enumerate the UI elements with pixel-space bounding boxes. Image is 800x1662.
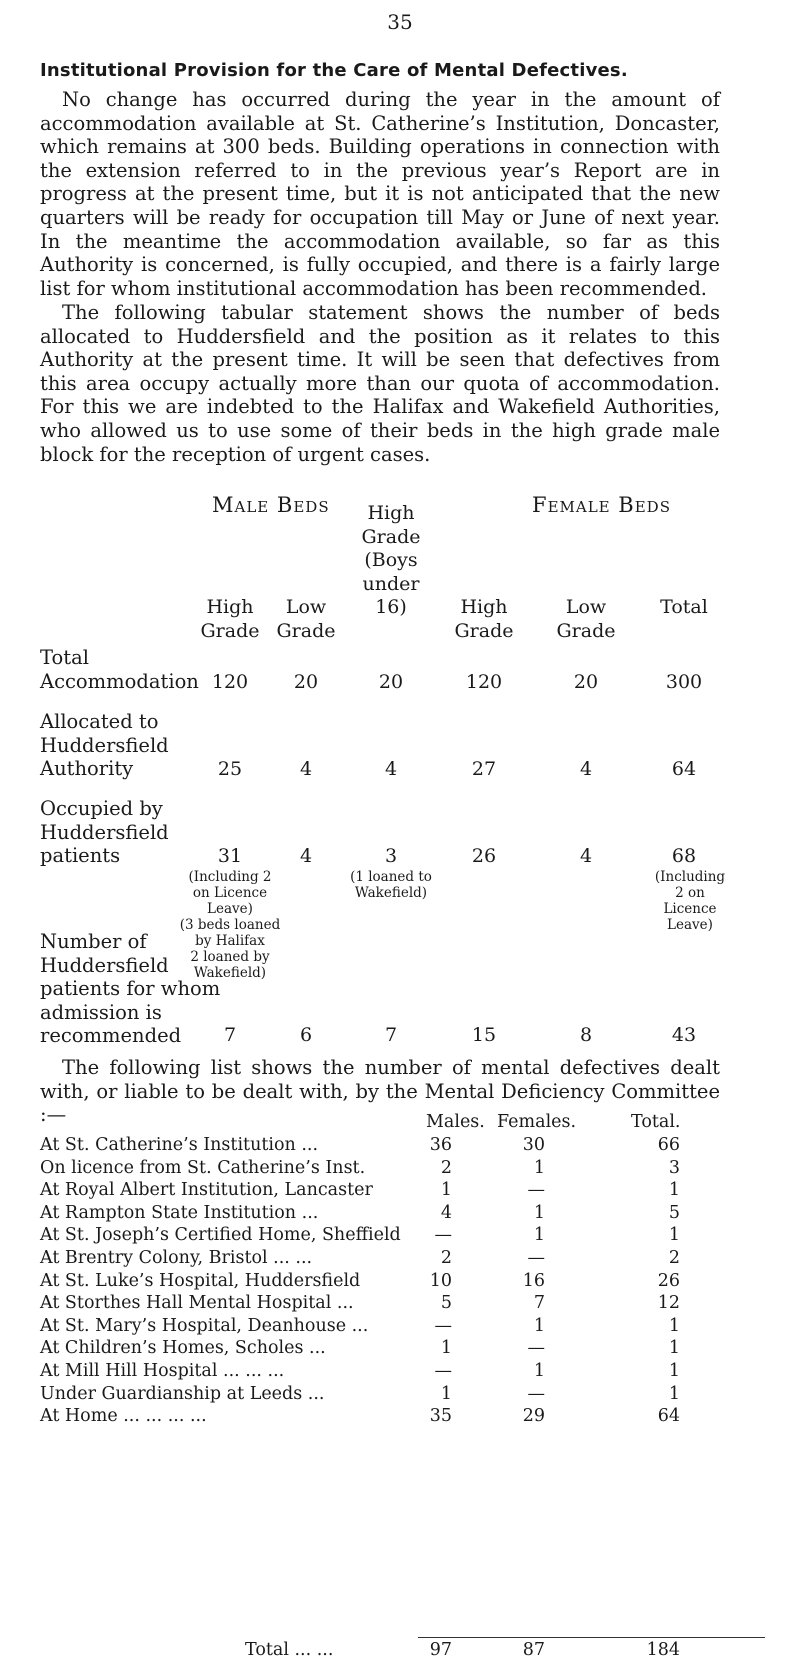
note-total: (Including 2 on Licence Leave) [654,869,726,933]
cell: 4 [299,758,313,780]
list-males: — [434,1225,452,1246]
row-label-occupied: Occupied by Huddersfield patients [40,797,169,868]
col-header-male-high: High Grade [200,596,260,642]
list-name: Under Guardianship at Leeds ... [40,1383,325,1404]
list-item [40,1384,740,1406]
list-males: 5 [440,1293,452,1314]
cell: 25 [217,758,243,780]
list-total: 2 [668,1248,680,1268]
list-total: 12 [657,1293,680,1314]
list-name: At Children’s Homes, Scholes ... [40,1338,326,1359]
list-name: At St. Luke’s Hospital, Huddersfield [40,1270,361,1291]
list-item [40,1203,740,1225]
list-males: 1 [440,1338,452,1359]
list-females: — [527,1338,545,1359]
list-males: — [434,1361,452,1381]
row-label-total-accommodation: Total Accommodation [40,646,199,693]
cell: 68 [671,845,697,867]
list-name: At Mill Hill Hospital ... ... ... [40,1361,285,1381]
list-item [40,1293,740,1315]
list-females: 1 [533,1361,545,1381]
cell: 8 [579,1024,593,1046]
list-name: At Brentry Colony, Bristol ... ... [40,1248,313,1268]
col-header-female-low: Low Grade [556,596,616,642]
list-total: 1 [668,1315,680,1336]
list-total: 1 [668,1225,680,1246]
list-females: 29 [522,1406,545,1427]
col-header-male-low: Low Grade [276,596,336,642]
male-beds-header: Male Beds [212,493,330,517]
list-item [40,1271,740,1293]
list-item [40,1225,740,1247]
cell: 6 [299,1024,313,1046]
list-item [40,1316,740,1338]
list-males: 2 [440,1157,452,1178]
list-males: 2 [440,1248,452,1268]
list-name: At Storthes Hall Mental Hospital ... [40,1293,354,1314]
list-total-row: Total ... ... 97 87 184 [245,1640,680,1660]
list-males: — [434,1315,452,1336]
list-females: 7 [533,1293,545,1314]
list-females: 1 [533,1157,545,1178]
col-header-female-high: High Grade [454,596,514,642]
list-males: 35 [429,1406,452,1427]
list-item [40,1180,740,1202]
list-males: 36 [429,1135,452,1155]
paragraph-accommodation: No change has occurred during the year in the amount of accommodation available at St. Catherine’s Institution, Doncaster, which remains at 300 beds. Building operations in connection with the extension referred to in the previous year’s Report are in progress at the present time, but it is not anticipated that the new quarters will be ready for occupation till May or June of next year. In the meantime the accommodation available, so far as this Authority is concerned, is fully occupied, and there is a fairly large list for whom institutional accommodation has been recommended. [40,88,720,300]
list-name: At Home ... ... ... ... [40,1406,207,1427]
list-females: — [527,1248,545,1268]
cell: 4 [384,758,398,780]
list-name: At Rampton State Institution ... [40,1202,319,1223]
paragraph-list-intro: The following list shows the number of mental defectives dealt with, or liable to be dealt with, by the Mental Deficiency Committee :— [40,1056,720,1127]
list-name: At St. Catherine’s Institution ... [40,1135,319,1155]
list-females: 1 [533,1315,545,1336]
header-total: Total. [631,1112,681,1132]
page-number: 35 [387,10,413,34]
list-females: — [527,1383,545,1404]
cell: 120 [211,671,249,693]
list-total: 66 [657,1135,680,1155]
female-beds-header: Female Beds [532,493,671,517]
header-males: Males. [426,1112,485,1132]
note-male-high: (Including 2 on Licence Leave) (3 beds loaned by Halifax 2 loaned by Wakefield) [179,869,281,981]
list-females: 16 [522,1270,545,1291]
list-males: 1 [440,1383,452,1404]
list-total: 1 [668,1361,680,1381]
cell: 43 [671,1024,697,1046]
total-rule [418,1637,765,1638]
cell: 120 [465,671,503,693]
list-name: At St. Mary’s Hospital, Deanhouse ... [40,1315,369,1336]
note-male-boys: (1 loaned to Wakefield) [350,869,432,901]
col-header-total: Total [660,596,708,618]
list-item [40,1248,740,1270]
list-females: 1 [533,1225,545,1246]
list-males: 4 [440,1202,452,1223]
paragraph-tabular-statement: The following tabular statement shows the number of beds allocated to Huddersfield and the position as it relates to this Authority at the present time. It will be seen that defectives from this area occupy actually more than our quota of accommodation. For this we are indebted to the Halifax and Wakefield Authorities, who allowed us to use some of their beds in the high grade male block for the reception of urgent cases. [40,301,720,466]
cell: 20 [573,671,599,693]
list-item [40,1406,740,1428]
list-total: 1 [668,1338,680,1359]
cell: 20 [378,671,404,693]
row-label-allocated: Allocated to Huddersfield Authority [40,710,169,781]
list-males: 10 [429,1270,452,1291]
list-total: 64 [657,1406,680,1427]
col-header-male-boys: High Grade (Boys under 16) [361,502,421,619]
cell: 4 [579,758,593,780]
list-males: 1 [440,1180,452,1201]
list-item [40,1158,740,1180]
cell: 26 [471,845,497,867]
cell: 4 [579,845,593,867]
list-header [40,1112,740,1134]
list-item [40,1338,740,1360]
list-total: 26 [657,1270,680,1291]
list-total: 1 [668,1180,680,1201]
row-label-recommended: Number of Huddersfield patients for whom admission is recommended [40,930,221,1048]
cell: 7 [223,1024,237,1046]
list-name: At St. Joseph’s Certified Home, Sheffield [40,1225,401,1246]
list-name: At Royal Albert Institution, Lancaster [40,1180,373,1201]
list-females: 30 [522,1135,545,1155]
cell: 3 [384,845,398,867]
header-females: Females. [497,1112,577,1132]
cell: 7 [384,1024,398,1046]
cell: 20 [293,671,319,693]
list-item [40,1135,740,1157]
list-total: 1 [668,1383,680,1404]
list-females: 1 [533,1202,545,1223]
list-item [40,1361,740,1383]
list-females: — [527,1180,545,1201]
list-total: 5 [668,1202,680,1223]
cell: 27 [471,758,497,780]
cell: 31 [217,845,243,867]
cell: 4 [299,845,313,867]
cell: 15 [471,1024,497,1046]
list-total: 3 [668,1157,680,1178]
cell: 64 [671,758,697,780]
section-heading: Institutional Provision for the Care of Mental Defectives. [40,60,628,81]
list-name: On licence from St. Catherine’s Inst. [40,1157,366,1178]
cell: 300 [665,671,703,693]
